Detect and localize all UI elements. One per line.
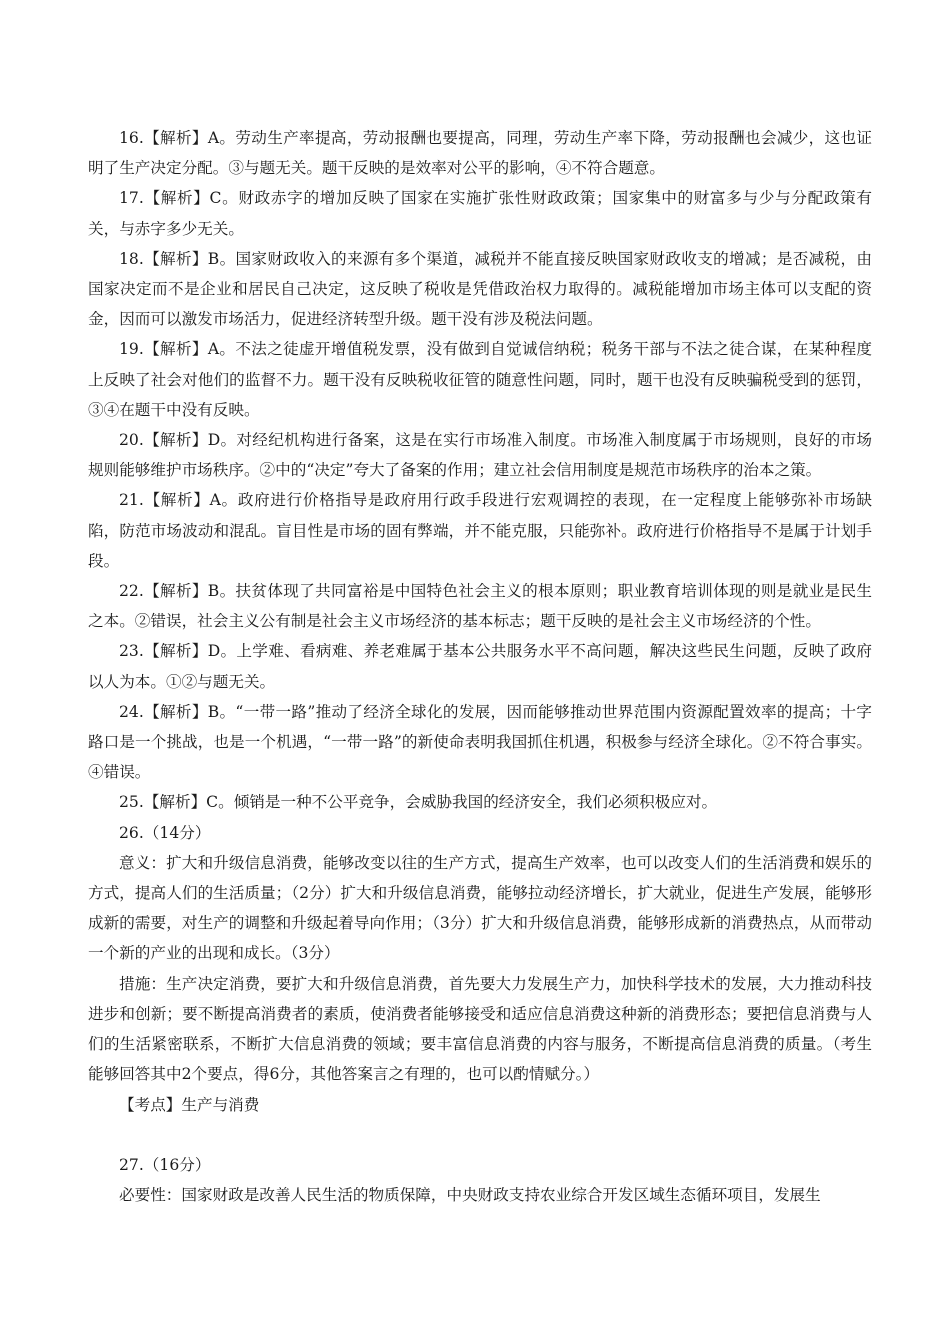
paragraph-q16: 16.【解析】A。劳动生产率提高，劳动报酬也要提高，同理，劳动生产率下降，劳动报酬也会减少，这也证明了生产决定分配。③与题无关。题干反映的是效率对公平的影响，④不符合题意。 xyxy=(88,129,872,178)
spacer xyxy=(88,1120,872,1150)
paragraph-q25: 25.【解析】C。倾销是一种不公平竞争，会威胁我国的经济安全，我们必须积极应对。 xyxy=(119,793,718,812)
heading-q27: 27.（16分） xyxy=(119,1155,211,1174)
paragraph-q18: 18.【解析】B。国家财政收入的来源有多个渠道，减税并不能直接反映国家财政收支的增减；是否减税，由国家决定而不是企业和居民自己决定，这反映了税收是凭借政治权力取得的。减税能增加市场主体可以支配的资金，因而可以激发市场活力，促进经济转型升级。题干没有涉及税法问题。 xyxy=(88,249,872,329)
heading-q26: 26.（14分） xyxy=(119,823,211,842)
paragraph-q23: 23.【解析】D。上学难、看病难、养老难属于基本公共服务水平不高问题，解决这些民生问题，反映了政府以人为本。①②与题无关。 xyxy=(88,642,872,691)
paragraph-q27-necessity: 必要性：国家财政是改善人民生活的物质保障，中央财政支持农业综合开发区域生态循环项目，发展生 xyxy=(119,1185,821,1204)
topic-label: 【考点】生产与消费 xyxy=(119,1095,260,1114)
paragraph-q20: 20.【解析】D。对经纪机构进行备案，这是在实行市场准入制度。市场准入制度属于市场规则，良好的市场规则能够维护市场秩序。②中的“决定”夸大了备案的作用；建立社会信用制度是规范市场秩序的治本之策。 xyxy=(88,431,872,480)
paragraph-q17: 17.【解析】C。财政赤字的增加反映了国家在实施扩张性财政政策；国家集中的财富多与少与分配政策有关，与赤字多少无关。 xyxy=(88,189,872,238)
paragraph-q21: 21.【解析】A。政府进行价格指导是政府用行政手段进行宏观调控的表现，在一定程度上能够弥补市场缺陷，防范市场波动和混乱。盲目性是市场的固有弊端，并不能克服，只能弥补。政府进行价格指导不是属于计划手段。 xyxy=(88,491,872,570)
paragraph-q22: 22.【解析】B。扶贫体现了共同富裕是中国特色社会主义的根本原则；职业教育培训体现的则是就业是民生之本。②错误，社会主义公有制是社会主义市场经济的基本标志；题干反映的是社会主义市场经济的个性。 xyxy=(88,582,872,631)
paragraph-q26-significance: 意义：扩大和升级信息消费，能够改变以往的生产方式，提高生产效率，也可以改变人们的生活消费和娱乐的方式，提高人们的生活质量；（2分）扩大和升级信息消费，能够拉动经济增长，扩大就业，促进生产发展，能够形成新的需要，对生产的调整和升级起着导向作用；（3分）扩大和升级信息消费，能够形成新的消费热点，从而带动一个新的产业的出现和成长。（3分） xyxy=(88,853,872,963)
paragraph-q24: 24.【解析】B。“一带一路”推动了经济全球化的发展，因而能够推动世界范围内资源配置效率的提高；十字路口是一个挑战，也是一个机遇，“一带一路”的新使命表明我国抓住机遇，积极参与经济全球化。②不符合事实。④错误。 xyxy=(88,702,872,782)
paragraph-q26-measures: 措施：生产决定消费，要扩大和升级信息消费，首先要大力发展生产力，加快科学技术的发展，大力推动科技进步和创新；要不断提高消费者的素质，使消费者能够接受和适应信息消费这种新的消费形态；要把信息消费与人们的生活紧密联系，不断扩大信息消费的领域；要丰富信息消费的内容与服务，不断提高信息消费的质量。（考生能够回答其中2个要点，得6分，其他答案言之有理的，也可以酌情赋分。） xyxy=(88,974,872,1084)
paragraph-q19: 19.【解析】A。不法之徒虚开增值税发票，没有做到自觉诚信纳税；税务干部与不法之徒合谋，在某种程度上反映了社会对他们的监督不力。题干没有反映税收征管的随意性问题，同时，题干也没有反映骗税受到的惩罚，③④在题干中没有反映。 xyxy=(88,340,872,419)
